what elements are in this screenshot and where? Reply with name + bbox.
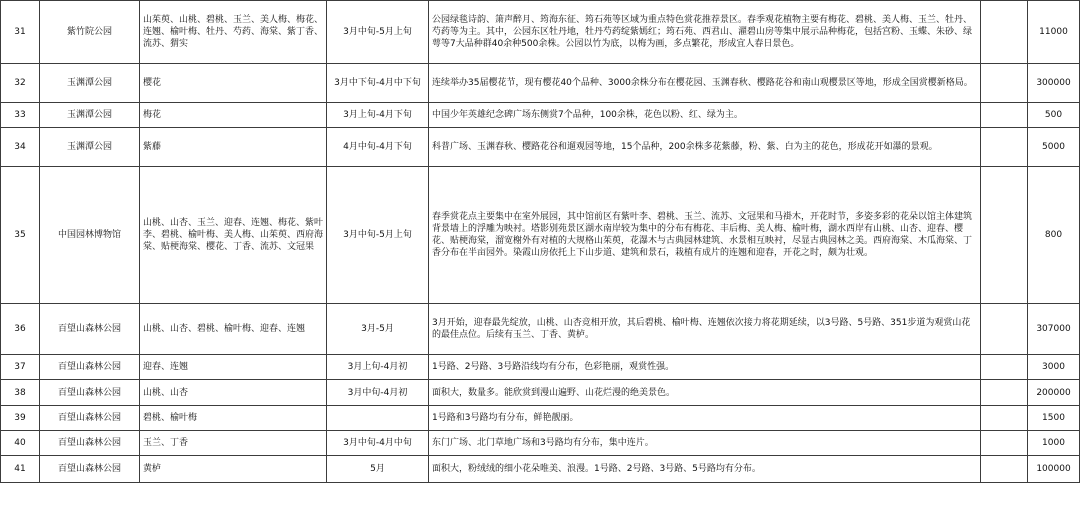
bloom-period: 3月中旬-5月上旬	[327, 1, 429, 64]
empty-cell	[981, 128, 1028, 167]
empty-cell	[981, 1, 1028, 64]
table-row	[1, 128, 1080, 167]
row-number: 35	[1, 167, 40, 304]
empty-cell	[981, 406, 1028, 431]
empty-cell	[981, 304, 1028, 355]
flower-species: 黄栌	[140, 456, 327, 483]
scenic-description: 面积大，数量多。能欣赏到漫山遍野、山花烂漫的绝美景色。	[429, 380, 981, 406]
flower-species: 玉兰、丁香	[140, 431, 327, 456]
table-row	[1, 64, 1080, 103]
empty-cell	[981, 431, 1028, 456]
flower-species: 梅花	[140, 103, 327, 128]
park-name: 玉渊潭公园	[40, 64, 140, 103]
flower-species: 山桃、山杏、碧桃、榆叶梅、迎春、连翘	[140, 304, 327, 355]
flower-species: 樱花	[140, 64, 327, 103]
table-row	[1, 103, 1080, 128]
table-row	[1, 431, 1080, 456]
row-number: 41	[1, 456, 40, 483]
scenic-description: 3月开始，迎春最先绽放，山桃、山杏竞相开放，其后碧桃、榆叶梅、连翘依次接力将花期延续，以3号路、5号路、351步道为观赏山花的最佳点位。后续有玉兰、丁香、黄栌。	[429, 304, 981, 355]
row-number: 32	[1, 64, 40, 103]
scenic-description: 科普广场、玉渊春秋、樱路花谷和遛观园等地，15个品种，200余株多花紫藤，粉、紫、白为主的花色，形成花开如瀑的景观。	[429, 128, 981, 167]
park-name: 百望山森林公园	[40, 380, 140, 406]
table-row	[1, 1, 1080, 64]
visitor-count: 200000	[1028, 380, 1080, 406]
empty-cell	[981, 456, 1028, 483]
bloom-period: 3月-5月	[327, 304, 429, 355]
bloom-period: 3月中下旬-4月中下旬	[327, 64, 429, 103]
row-number: 34	[1, 128, 40, 167]
visitor-count: 11000	[1028, 1, 1080, 64]
bloom-period: 4月中旬-4月下旬	[327, 128, 429, 167]
empty-cell	[981, 355, 1028, 380]
park-name: 紫竹院公园	[40, 1, 140, 64]
park-name: 中国园林博物馆	[40, 167, 140, 304]
visitor-count: 307000	[1028, 304, 1080, 355]
flower-species: 迎春、连翘	[140, 355, 327, 380]
row-number: 40	[1, 431, 40, 456]
table-row	[1, 304, 1080, 355]
bloom-period: 3月中旬-4月初	[327, 380, 429, 406]
flower-species: 碧桃、榆叶梅	[140, 406, 327, 431]
visitor-count: 5000	[1028, 128, 1080, 167]
table-row	[1, 380, 1080, 406]
scenic-description: 春季赏花点主要集中在室外展园，其中馆前区有紫叶李、碧桃、玉兰、流苏、文冠果和马褂木，开花时节，多姿多彩的花朵以馆主体建筑背景墙上的浮雕为映衬。塔影别苑景区湖水南岸较为集中的分布有梅花、丰后梅、美人梅、榆叶梅，湖水西岸有山桃、山杏、迎春、樱花、贴梗海棠，溜宽榭外有对植的大规格山茱萸，花瀑木与古典园林建筑、水景相互映衬，尽显古典园林之美。西府海棠、木瓜海棠、丁香分布在半亩园外。染霞山房依托上下山步道、建筑和景石，栽植有成片的连翘和迎春，开花之时，颇为壮观。	[429, 167, 981, 304]
row-number: 38	[1, 380, 40, 406]
table-row	[1, 406, 1080, 431]
bloom-period: 3月中旬-4月中旬	[327, 431, 429, 456]
table-row	[1, 167, 1080, 304]
park-name: 百望山森林公园	[40, 304, 140, 355]
row-number: 31	[1, 1, 40, 64]
scenic-description: 面积大，粉绒绒的细小花朵唯美、浪漫。1号路、2号路、3号路、5号路均有分布。	[429, 456, 981, 483]
bloom-period: 3月中旬-5月上旬	[327, 167, 429, 304]
table-row	[1, 456, 1080, 483]
flower-species: 山桃、山杏、玉兰、迎春、连翘、梅花、紫叶李、碧桃、榆叶梅、美人梅、山茱萸、西府海棠、贴梗海棠、樱花、丁香、流苏、文冠果	[140, 167, 327, 304]
flower-species: 山桃、山杏	[140, 380, 327, 406]
flower-species: 山茱萸、山桃、碧桃、玉兰、美人梅、梅花、连翘、榆叶梅、牡丹、芍药、海棠、紫丁香、流苏、猬实	[140, 1, 327, 64]
visitor-count: 800	[1028, 167, 1080, 304]
row-number: 37	[1, 355, 40, 380]
park-name: 百望山森林公园	[40, 456, 140, 483]
flower-species: 紫藤	[140, 128, 327, 167]
park-name: 百望山森林公园	[40, 355, 140, 380]
visitor-count: 1000	[1028, 431, 1080, 456]
visitor-count: 100000	[1028, 456, 1080, 483]
park-name: 百望山森林公园	[40, 431, 140, 456]
scenic-description: 连续举办35届樱花节，现有樱花40个品种、3000余株分布在樱花园、玉渊春秋、樱路花谷和南山观樱景区等地，形成全国赏樱新格局。	[429, 64, 981, 103]
scenic-description: 东门广场、北门草地广场和3号路均有分布，集中连片。	[429, 431, 981, 456]
bloom-period: 3月上旬-4月初	[327, 355, 429, 380]
park-name: 百望山森林公园	[40, 406, 140, 431]
scenic-description: 1号路和3号路均有分布，鲜艳靓丽。	[429, 406, 981, 431]
visitor-count: 1500	[1028, 406, 1080, 431]
bloom-period: 5月	[327, 456, 429, 483]
row-number: 33	[1, 103, 40, 128]
empty-cell	[981, 64, 1028, 103]
empty-cell	[981, 380, 1028, 406]
visitor-count: 3000	[1028, 355, 1080, 380]
empty-cell	[981, 103, 1028, 128]
park-name: 玉渊潭公园	[40, 128, 140, 167]
visitor-count: 300000	[1028, 64, 1080, 103]
bloom-period	[327, 406, 429, 431]
scenic-description: 公园绿毯诗韵、箫声醉月、筠海东征、筠石苑等区域为重点特色赏花推荐景区。春季观花植物主要有梅花、碧桃、美人梅、玉兰、牡丹、芍药等为主。其中，公园东区牡丹地，牡丹芍药绽紫嫣红；筠石苑、西君山、濯碧山房等集中展示品种梅花，包括宫粉、玉蝶、朱砂、绿萼等7大品种群40余种500余株。公园以竹为底，以梅为画，多点繁花，形成宜人春日景色。	[429, 1, 981, 64]
park-name: 玉渊潭公园	[40, 103, 140, 128]
bloom-period: 3月上旬-4月下旬	[327, 103, 429, 128]
empty-cell	[981, 167, 1028, 304]
table-row	[1, 355, 1080, 380]
scenic-description: 1号路、2号路、3号路沿线均有分布，色彩艳丽，观赏性强。	[429, 355, 981, 380]
visitor-count: 500	[1028, 103, 1080, 128]
row-number: 39	[1, 406, 40, 431]
scenic-description: 中国少年英雄纪念碑广场东侧赏7个品种，100余株，花色以粉、红、绿为主。	[429, 103, 981, 128]
row-number: 36	[1, 304, 40, 355]
